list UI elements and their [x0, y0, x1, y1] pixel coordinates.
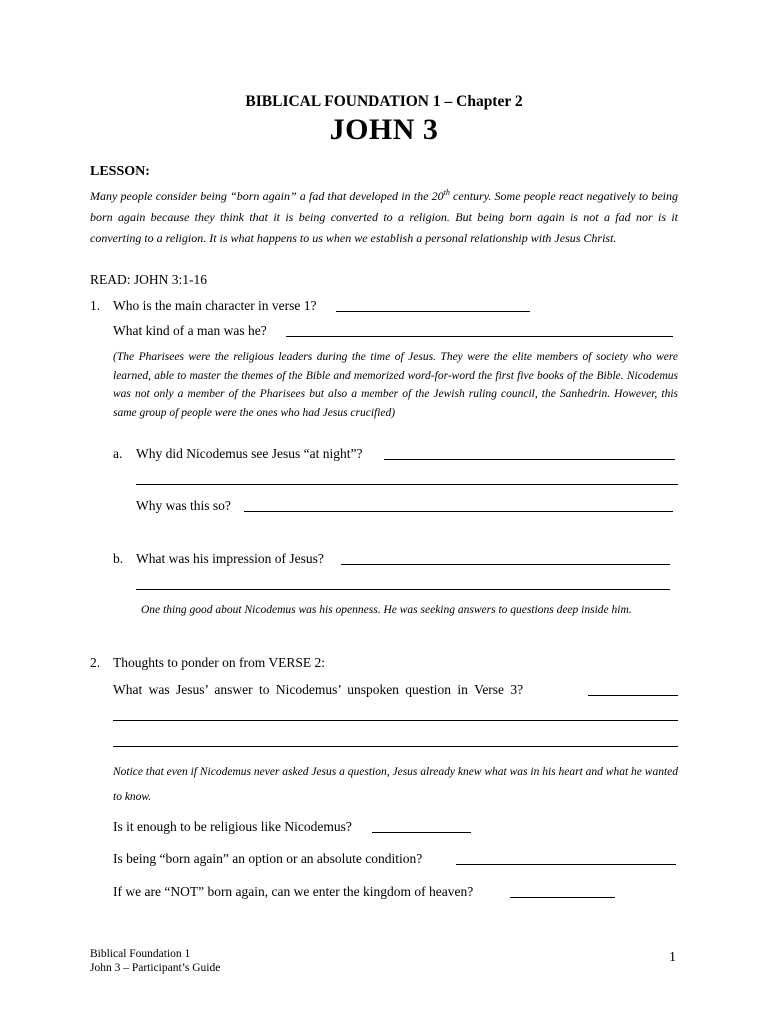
- lesson-text-part2: century. Some people react negatively to being born again because they think that it is being converted to a religion. But being born again is not a fad nor is it converting to a religion. It is what happens to us when we establish a personal relationship with Jesus Christ.: [90, 189, 679, 245]
- page-title: JOHN 3: [329, 113, 439, 146]
- q1b-answer-line-2[interactable]: [136, 589, 670, 590]
- q2-religious-answer-line[interactable]: [372, 832, 471, 833]
- q1b-letter: b.: [113, 551, 124, 566]
- lesson-heading: LESSON:: [90, 164, 150, 179]
- q1-answer-line[interactable]: [336, 311, 530, 312]
- q1a-answer-line[interactable]: [384, 459, 675, 460]
- chapter-subtitle: BIBLICAL FOUNDATION 1 – Chapter 2: [245, 93, 523, 110]
- q1-followup: What kind of a man was he?: [113, 323, 267, 338]
- q2-option-question: Is being “born again” an option or an absolute condition?: [113, 851, 423, 866]
- q2-intro: Thoughts to ponder on from VERSE 2:: [113, 655, 325, 670]
- q2-question: What was Jesus’ answer to Nicodemus’ unspoken question in Verse 3?: [113, 682, 524, 697]
- q2-answer-line-3[interactable]: [113, 746, 678, 747]
- lesson-paragraph: [90, 186, 678, 249]
- q2-kingdom-question: If we are “NOT” born again, can we enter the kingdom of heaven?: [113, 884, 474, 899]
- q1-followup-answer-line[interactable]: [286, 336, 673, 337]
- q1b-openness-note: One thing good about Nicodemus was his openness. He was seeking answers to questions deep inside him.: [141, 604, 632, 616]
- q2-number: 2.: [90, 655, 101, 670]
- q2-religious-question: Is it enough to be religious like Nicodemus?: [113, 819, 352, 834]
- q1b-question: What was his impression of Jesus?: [136, 551, 324, 566]
- footer-line-1: Biblical Foundation 1: [90, 948, 191, 960]
- lesson-text-superscript: th: [443, 188, 450, 197]
- q1a-letter: a.: [113, 446, 123, 461]
- q2-answer-line[interactable]: [588, 695, 678, 696]
- q2-answer-line-2[interactable]: [113, 720, 678, 721]
- footer-line-2: John 3 – Participant’s Guide: [90, 962, 221, 974]
- q2-notice-note: Notice that even if Nicodemus never asked Jesus a question, Jesus already knew what was in his heart and what he wanted to know.: [113, 766, 678, 803]
- q1a-followup-answer-line[interactable]: [244, 511, 673, 512]
- q1b-answer-line[interactable]: [341, 564, 670, 565]
- q1-question: Who is the main character in verse 1?: [113, 298, 317, 313]
- q2-kingdom-answer-line[interactable]: [510, 897, 615, 898]
- q2-option-answer-line[interactable]: [456, 864, 676, 865]
- q1-number: 1.: [90, 298, 101, 313]
- lesson-text-part1: Many people consider being “born again” a fad that developed in the 20: [90, 189, 444, 203]
- page-number: 1: [669, 950, 676, 965]
- q1a-followup: Why was this so?: [136, 498, 231, 513]
- read-instruction: READ: JOHN 3:1-16: [90, 272, 207, 287]
- q1a-question: Why did Nicodemus see Jesus “at night”?: [136, 446, 363, 461]
- q1-pharisees-note: (The Pharisees were the religious leaders during the time of Jesus. They were the elite members of society who were learned, able to master the themes of the Bible and memorized word-for-word the first five books of the Bible. Nicodemus was not only a member of the Pharisees but also a member of the Jewish ruling council, the Sanhedrin. However, this same group of people were the ones who had Jesus crucified): [113, 351, 678, 419]
- q1a-answer-line-2[interactable]: [136, 484, 678, 485]
